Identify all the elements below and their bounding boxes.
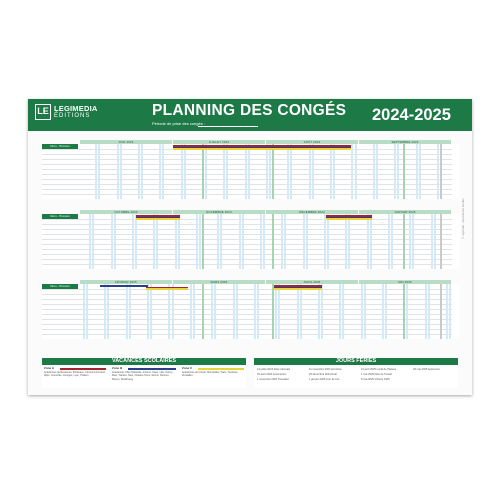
- weekend-column: [278, 284, 280, 339]
- holiday-name: Jour de l'an: [326, 378, 340, 381]
- weekend-column: [281, 214, 283, 269]
- weekend-column: [409, 214, 411, 269]
- holiday-name: Victoire 1945: [374, 378, 390, 381]
- period-field-line: [198, 126, 258, 127]
- weekend-column: [382, 284, 384, 339]
- weekend-column: [147, 284, 149, 339]
- weekend-column: [120, 144, 122, 199]
- zone-name: Zone C: [182, 366, 193, 370]
- poster-year: 2024-2025: [372, 106, 451, 124]
- weekend-column: [217, 214, 219, 269]
- weekend-column: [388, 214, 390, 269]
- weekend-column: [309, 144, 311, 199]
- holiday-date: 8 mai 2025: [361, 378, 374, 381]
- weekend-column: [89, 214, 91, 269]
- weekend-column: [367, 214, 369, 269]
- row-label-header: Nom - Prénom: [42, 214, 78, 219]
- weekend-column: [223, 144, 225, 199]
- weekend-column: [428, 284, 430, 339]
- holiday-date: 25 décembre 2024: [309, 373, 331, 376]
- holiday-date: 1 novembre 2024: [257, 378, 278, 381]
- weekend-column: [168, 284, 170, 339]
- planning-poster: [28, 99, 472, 395]
- weekend-column: [391, 214, 393, 269]
- weekend-column: [269, 144, 271, 199]
- vacation-bar-zone-c: [274, 288, 322, 290]
- holiday-date: 14 juillet 2024: [257, 368, 274, 371]
- month-header: MARS 2025: [173, 280, 265, 284]
- holiday-item: [361, 368, 396, 371]
- holiday-item: [361, 378, 390, 381]
- copyright-note: © Legimedia - Reproduction interdite: [462, 198, 465, 239]
- zone-academies: Académies d'Aix-Marseille, Amiens, Caen, Lille, Nancy-Metz, Nantes, Nice, Orléans-Tours, Reims, Rennes, Rouen, Strasbourg: [112, 370, 174, 381]
- holiday-column: [403, 284, 405, 339]
- weekend-column: [117, 144, 119, 199]
- zone-a-color: [60, 368, 106, 370]
- weekend-column: [406, 284, 408, 339]
- holiday-item: [309, 373, 337, 376]
- holiday-name: Toussaint: [277, 378, 289, 381]
- weekend-column: [98, 144, 100, 199]
- holiday-name: Assomption: [272, 373, 287, 376]
- weekend-column: [321, 284, 323, 339]
- holiday-name: Lundi de Pâques: [376, 368, 397, 371]
- weekend-column: [263, 214, 265, 269]
- weekend-column: [419, 144, 421, 199]
- weekend-column: [211, 284, 213, 339]
- weekend-column: [431, 214, 433, 269]
- month-header: AVRIL 2025: [266, 280, 358, 284]
- weekend-column: [150, 284, 152, 339]
- school-holidays-title: VACANCES SCOLAIRES: [42, 358, 246, 365]
- weekend-column: [416, 144, 418, 199]
- vacation-bar-zone-b: [100, 285, 148, 287]
- weekend-column: [425, 284, 427, 339]
- weekend-column: [361, 284, 363, 339]
- weekend-column: [190, 284, 192, 339]
- holiday-date: 11 novembre 2024: [309, 368, 331, 371]
- poster-header: [28, 99, 472, 131]
- vacation-bar-zone-c: [326, 218, 372, 220]
- row-label-header: Nom - Prénom: [42, 284, 78, 289]
- public-holidays-box: [254, 358, 458, 388]
- weekend-column: [245, 144, 247, 199]
- weekend-column: [355, 144, 357, 199]
- weekend-column: [266, 144, 268, 199]
- weekend-column: [327, 214, 329, 269]
- weekend-column: [345, 214, 347, 269]
- closed-column: [440, 144, 442, 199]
- weekend-column: [239, 214, 241, 269]
- weekend-column: [449, 284, 451, 339]
- weekend-column: [412, 214, 414, 269]
- weekend-column: [324, 214, 326, 269]
- weekend-column: [287, 144, 289, 199]
- holiday-column: [202, 144, 204, 199]
- zone-c-color: [198, 368, 244, 370]
- month-header: FÉVRIER 2025: [80, 280, 172, 284]
- month-header: AOÛT 2024: [266, 140, 358, 144]
- holiday-item: [257, 368, 290, 371]
- weekend-column: [129, 284, 131, 339]
- weekend-column: [132, 214, 134, 269]
- weekend-column: [290, 144, 292, 199]
- holiday-date: 29 mai 2025: [413, 368, 428, 371]
- holiday-column: [403, 144, 405, 199]
- holiday-item: [309, 368, 342, 371]
- month-header: JUIN 2024: [80, 140, 172, 144]
- weekend-column: [248, 144, 250, 199]
- poster-title: PLANNING DES CONGÉS: [152, 102, 347, 119]
- calendar-section-2: [42, 210, 460, 269]
- day-grid: [80, 284, 454, 339]
- zone-academies: Académies de Créteil, Montpellier, Paris, Toulouse, Versailles: [182, 370, 239, 377]
- weekend-column: [318, 284, 320, 339]
- weekend-column: [104, 284, 106, 339]
- month-header: SEPTEMBRE 2024: [359, 140, 451, 144]
- holiday-name: Fête nationale: [273, 368, 291, 371]
- month-header: NOVEMBRE 2024: [173, 210, 265, 214]
- weekend-column: [397, 144, 399, 199]
- weekend-column: [184, 144, 186, 199]
- weekend-column: [172, 284, 174, 339]
- holiday-column: [272, 214, 274, 269]
- row-label-header: Nom - Prénom: [42, 144, 78, 149]
- holiday-date: 1 janvier 2025: [309, 378, 326, 381]
- weekend-column: [214, 284, 216, 339]
- holiday-date: 21 avril 2025: [361, 368, 376, 371]
- holiday-name: Noël: [331, 373, 337, 376]
- school-holidays-box: [42, 358, 246, 388]
- holiday-column: [272, 284, 274, 339]
- holiday-column: [403, 214, 405, 269]
- weekend-column: [236, 284, 238, 339]
- weekend-column: [193, 284, 195, 339]
- holiday-name: Ascension: [427, 368, 440, 371]
- holiday-date: 1 mai 2025: [361, 373, 374, 376]
- holiday-item: [361, 373, 392, 376]
- weekend-column: [196, 214, 198, 269]
- month-header: JANVIER 2025: [359, 210, 451, 214]
- weekend-column: [342, 284, 344, 339]
- weekend-column: [153, 214, 155, 269]
- holiday-column: [272, 144, 274, 199]
- weekend-column: [351, 144, 353, 199]
- zone-name: Zone A: [44, 366, 55, 370]
- weekend-column: [312, 144, 314, 199]
- weekend-column: [159, 144, 161, 199]
- weekend-column: [141, 144, 143, 199]
- holiday-date: 15 août 2024: [257, 373, 273, 376]
- weekend-column: [226, 144, 228, 199]
- weekend-column: [175, 214, 177, 269]
- weekend-column: [220, 214, 222, 269]
- month-header: OCTOBRE 2024: [80, 210, 172, 214]
- weekend-column: [114, 214, 116, 269]
- logo-subtitle: ÉDITIONS: [54, 113, 91, 119]
- weekend-column: [275, 284, 277, 339]
- day-grid: [80, 214, 454, 269]
- weekend-column: [199, 214, 201, 269]
- closed-column: [440, 284, 442, 339]
- weekend-column: [126, 284, 128, 339]
- weekend-column: [303, 214, 305, 269]
- holiday-column: [202, 284, 204, 339]
- period-label: Période de prise des congés :: [152, 121, 205, 126]
- weekend-column: [348, 214, 350, 269]
- weekend-column: [162, 144, 164, 199]
- weekend-column: [156, 214, 158, 269]
- weekend-column: [135, 214, 137, 269]
- day-grid: [80, 144, 454, 199]
- weekend-column: [373, 144, 375, 199]
- weekend-column: [83, 284, 85, 339]
- weekend-column: [181, 144, 183, 199]
- calendar-section-3: [42, 280, 460, 339]
- weekend-column: [330, 144, 332, 199]
- weekend-column: [297, 284, 299, 339]
- weekend-column: [92, 214, 94, 269]
- weekend-column: [434, 214, 436, 269]
- weekend-column: [233, 284, 235, 339]
- weekend-column: [339, 284, 341, 339]
- vacation-bar-zone-c: [136, 218, 180, 220]
- weekend-column: [86, 284, 88, 339]
- weekend-column: [385, 284, 387, 339]
- weekend-column: [446, 284, 448, 339]
- logo-name: LEGIMEDIA: [54, 104, 98, 113]
- month-header: MAI 2025: [359, 280, 451, 284]
- vacation-bar-zone-c: [173, 148, 351, 150]
- weekend-column: [107, 284, 109, 339]
- weekend-column: [300, 284, 302, 339]
- weekend-column: [95, 144, 97, 199]
- weekend-column: [306, 214, 308, 269]
- weekend-column: [138, 144, 140, 199]
- weekend-column: [111, 214, 113, 269]
- month-header: JUILLET 2024: [173, 140, 265, 144]
- holiday-column: [202, 214, 204, 269]
- weekend-column: [370, 214, 372, 269]
- vacation-bar-zone-c: [146, 288, 188, 290]
- holiday-item: [257, 373, 286, 376]
- holiday-name: Fête du Travail: [374, 373, 392, 376]
- holiday-item: [257, 378, 289, 381]
- holiday-item: [309, 378, 339, 381]
- public-holidays-title: JOURS FÉRIÉS: [254, 358, 458, 365]
- logo-mark: LE: [35, 104, 51, 120]
- weekend-column: [257, 284, 259, 339]
- weekend-column: [178, 214, 180, 269]
- weekend-column: [260, 214, 262, 269]
- weekend-column: [376, 144, 378, 199]
- holiday-name: Armistice: [331, 368, 342, 371]
- zone-b-color: [128, 368, 176, 370]
- weekend-column: [333, 144, 335, 199]
- calendar-section-1: [42, 140, 460, 199]
- weekend-column: [254, 284, 256, 339]
- zone-academies: Académies de Besançon, Bordeaux, Clermont-Ferrand, Dijon, Grenoble, Limoges, Lyon, Poitiers: [44, 370, 106, 377]
- weekend-column: [437, 144, 439, 199]
- weekend-column: [364, 284, 366, 339]
- holiday-item: [413, 368, 440, 371]
- weekend-column: [205, 144, 207, 199]
- weekend-column: [394, 144, 396, 199]
- zone-name: Zone B: [112, 366, 123, 370]
- weekend-column: [242, 214, 244, 269]
- month-header: DÉCEMBRE 2024: [266, 210, 358, 214]
- closed-column: [440, 214, 442, 269]
- weekend-column: [284, 214, 286, 269]
